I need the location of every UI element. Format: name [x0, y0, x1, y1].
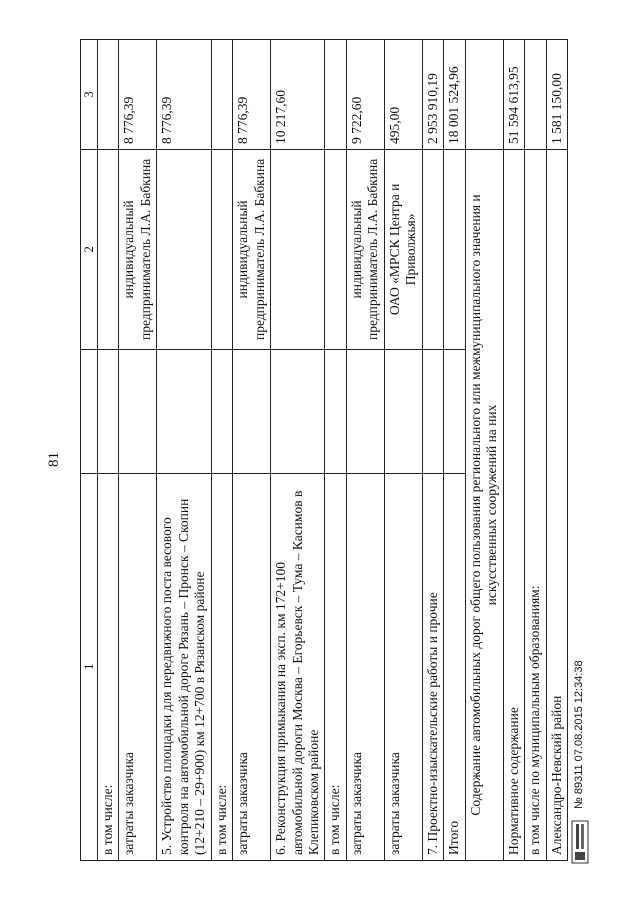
empty-cell: [422, 349, 443, 473]
amount-cell: 10 217,60: [271, 40, 325, 150]
amount-cell: 2 953 910,19: [422, 40, 443, 150]
contractor-cell: [157, 150, 211, 350]
contractor-cell: ОАО «МРСК Центра и Приволжья»: [384, 150, 422, 350]
section-title-row: [465, 40, 503, 861]
emblem-icon: [570, 819, 590, 865]
registration-number: № 89311 07.08.2015 12:34:38: [573, 660, 585, 809]
table-row: [325, 40, 346, 861]
amount-cell: 9 722,60: [346, 40, 384, 150]
amount-cell: [525, 40, 546, 150]
contractor-cell: индивидуальный предприниматель Л.А. Бабкина: [233, 150, 271, 350]
header-cell: 1: [81, 473, 98, 860]
table-row: [384, 40, 422, 861]
description-cell: затраты заказчика: [233, 473, 271, 860]
contractor-cell: [97, 150, 118, 350]
contractor-cell: [325, 150, 346, 350]
table-row: [444, 40, 465, 861]
amount-cell: 51 594 613,95: [503, 40, 524, 150]
table-row: [119, 40, 157, 861]
empty-cell: [325, 349, 346, 473]
table-row: [503, 40, 524, 861]
description-cell: Итого: [444, 473, 465, 860]
registration-stamp: [568, 485, 594, 865]
empty-cell: [384, 349, 422, 473]
table-row: [546, 40, 567, 861]
header-cell: 3: [81, 40, 98, 150]
page-number: 81: [46, 452, 62, 467]
table-header-row: [81, 40, 98, 861]
description-cell: 6. Реконструкция примыкания на эксп. км 172+100 автомобильной дороги Москва – Егорьевск – Тума – Касимов в Клепиковском районе: [271, 473, 325, 860]
empty-cell: [211, 349, 232, 473]
description-cell: 7. Проектно-изыскательские работы и прочие: [422, 473, 443, 860]
empty-cell: [97, 349, 118, 473]
amount-cell: [325, 40, 346, 150]
section-title: Содержание автомобильных дорог общего пользования регионального или межмуниципального значения и искусственных сооружений на них: [465, 150, 503, 861]
contractor-cell: индивидуальный предприниматель Л.А. Бабкина: [346, 150, 384, 350]
amount-cell: 8 776,39: [119, 40, 157, 150]
empty-cell: [233, 349, 271, 473]
empty-cell: [346, 349, 384, 473]
description-cell: Александро-Невский район: [546, 150, 567, 861]
description-cell: в том числе:: [325, 473, 346, 860]
rotated-content: [40, 35, 600, 865]
empty-cell: [271, 349, 325, 473]
contractor-cell: [211, 150, 232, 350]
empty-cell: [465, 40, 503, 150]
description-cell: затраты заказчика: [384, 473, 422, 860]
contractor-cell: [271, 150, 325, 350]
amount-cell: [97, 40, 118, 150]
table-row: [422, 40, 443, 861]
empty-cell: [119, 349, 157, 473]
description-cell: в том числе по муниципальным образованиям:: [525, 150, 546, 861]
description-cell: в том числе:: [97, 473, 118, 860]
header-cell: 2: [81, 150, 98, 350]
table-row: [271, 40, 325, 861]
contractor-cell: [444, 150, 465, 350]
table-row: [233, 40, 271, 861]
description-cell: затраты заказчика: [346, 473, 384, 860]
description-cell: в том числе:: [211, 473, 232, 860]
amount-cell: 495,00: [384, 40, 422, 150]
amount-cell: 8 776,39: [157, 40, 211, 150]
table-row: [157, 40, 211, 861]
empty-cell: [444, 349, 465, 473]
budget-table: [80, 39, 568, 861]
contractor-cell: [422, 150, 443, 350]
header-cell: [81, 349, 98, 473]
description-cell: Нормативное содержание: [503, 150, 524, 861]
description-cell: 5. Устройство площадки для передвижного поста весового контроля на автомобильной дороге Рязань – Пронск – Скопин (12+210 – 29+900) км 12+700 в Рязанском районе: [157, 473, 211, 860]
empty-cell: [157, 349, 211, 473]
amount-cell: 8 776,39: [233, 40, 271, 150]
amount-cell: 18 001 524,96: [444, 40, 465, 150]
amount-cell: [211, 40, 232, 150]
table-row: [211, 40, 232, 861]
table-row: [525, 40, 546, 861]
description-cell: затраты заказчика: [119, 473, 157, 860]
table-row: [346, 40, 384, 861]
amount-cell: 1 581 150,00: [546, 40, 567, 150]
table-row: [97, 40, 118, 861]
contractor-cell: индивидуальный предприниматель Л.А. Бабкина: [119, 150, 157, 350]
